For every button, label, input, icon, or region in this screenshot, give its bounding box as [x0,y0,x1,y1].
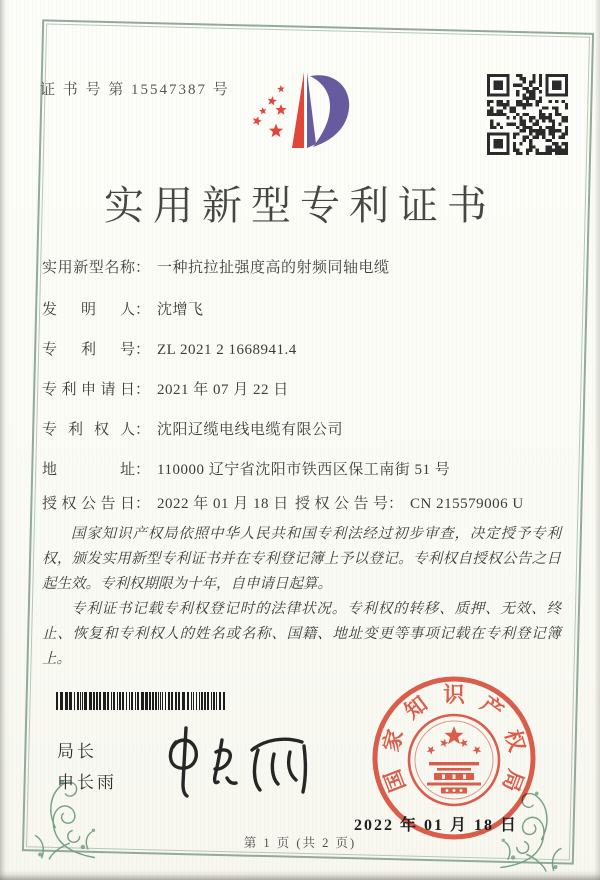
svg-text:家: 家 [378,726,408,755]
legal-paragraph-1: 国家知识产权局依照中华人民共和国专利法经过初步审查，决定授予专利权，颁发实用新型专利证书并在专利登记簿上予以登记。专利权自授权公告之日起生效。专利权期限为十年，自申请日起算。 [42,526,561,592]
field-label-patent-number: 专利号 [42,342,135,358]
certificate-number: 证 书 号 第 15547387 号 [40,82,230,98]
scan-edge-shadow-left [0,0,9,880]
svg-text:国: 国 [380,766,411,795]
legal-text [42,522,561,672]
seal-date: 2022 年 01 月 18 日 [354,817,519,834]
field-colon: ： [135,382,151,398]
svg-text:权: 权 [500,726,530,755]
field-row-patent-number [42,338,297,359]
field-row-filing-date [42,378,289,399]
field-label-patentee: 专利权人 [42,422,135,438]
cnipa-logo-icon [228,56,368,168]
logo-p-bowl [310,75,349,147]
logo-stars [253,85,287,137]
field-colon: ： [135,496,151,512]
field-row-patentee [42,418,343,439]
scan-edge-shadow-right [594,0,600,880]
field-colon: ： [135,302,151,318]
field-label-filing-date: 专利申请日 [42,382,135,398]
field-value-patent-number: ZL 2021 2 1668941.4 [157,342,297,358]
field-row-address [42,458,450,479]
svg-text:产: 产 [476,691,508,724]
svg-text:局: 局 [497,766,528,795]
svg-text:识: 识 [443,683,465,707]
field-value-inventor: 沈增飞 [157,302,204,318]
field-row-grant-number [295,492,524,513]
field-colon: ： [135,422,151,438]
certificate-title: 实用新型专利证书 [104,183,496,228]
signer-name: 申长雨 [57,773,117,792]
qr-code-icon [487,74,568,155]
handwritten-signature [156,720,320,806]
field-label-address: 地址 [42,462,135,478]
field-colon: ： [388,496,404,512]
field-value-grant-number: CN 215579006 U [410,496,524,512]
svg-text:知: 知 [400,691,432,724]
field-value-utility-name: 一种抗拉扯强度高的射频同轴电缆 [157,260,390,276]
field-colon: ： [135,260,151,276]
field-row-grant [42,492,524,513]
page-footer: 第 1 页 (共 2 页) [243,836,357,850]
field-colon: ： [135,462,151,478]
field-value-address: 110000 辽宁省沈阳市铁西区保工南街 51 号 [157,462,451,478]
logo-purple-spike [307,72,316,148]
field-label-utility-name: 实用新型名称 [42,260,135,276]
scan-edge-shadow-bottom [0,870,600,880]
seal-national-emblem [409,715,499,805]
field-row-inventor [42,298,204,319]
signer-title: 局长 [57,742,97,761]
field-value-patentee: 沈阳辽缆电线电缆有限公司 [157,422,344,438]
field-colon: ： [135,342,151,358]
field-label-inventor: 发明人 [42,302,135,318]
logo-red-spike [292,72,304,148]
field-row-utility-name [42,256,390,277]
field-label-grant-number: 授权公告号 [295,496,388,512]
field-value-filing-date: 2021 年 07 月 22 日 [157,382,289,398]
field-value-grant-date: 2022 年 01 月 18 日 [157,496,289,512]
barcode-icon [56,692,228,710]
field-label-grant-date: 授权公告日 [42,496,135,512]
legal-paragraph-2: 专利证书记载专利权登记时的法律状况。专利权的转移、质押、无效、终止、恢复和专利权人的姓名或名称、国籍、地址变更等事项记载在专利登记簿上。 [42,600,561,667]
